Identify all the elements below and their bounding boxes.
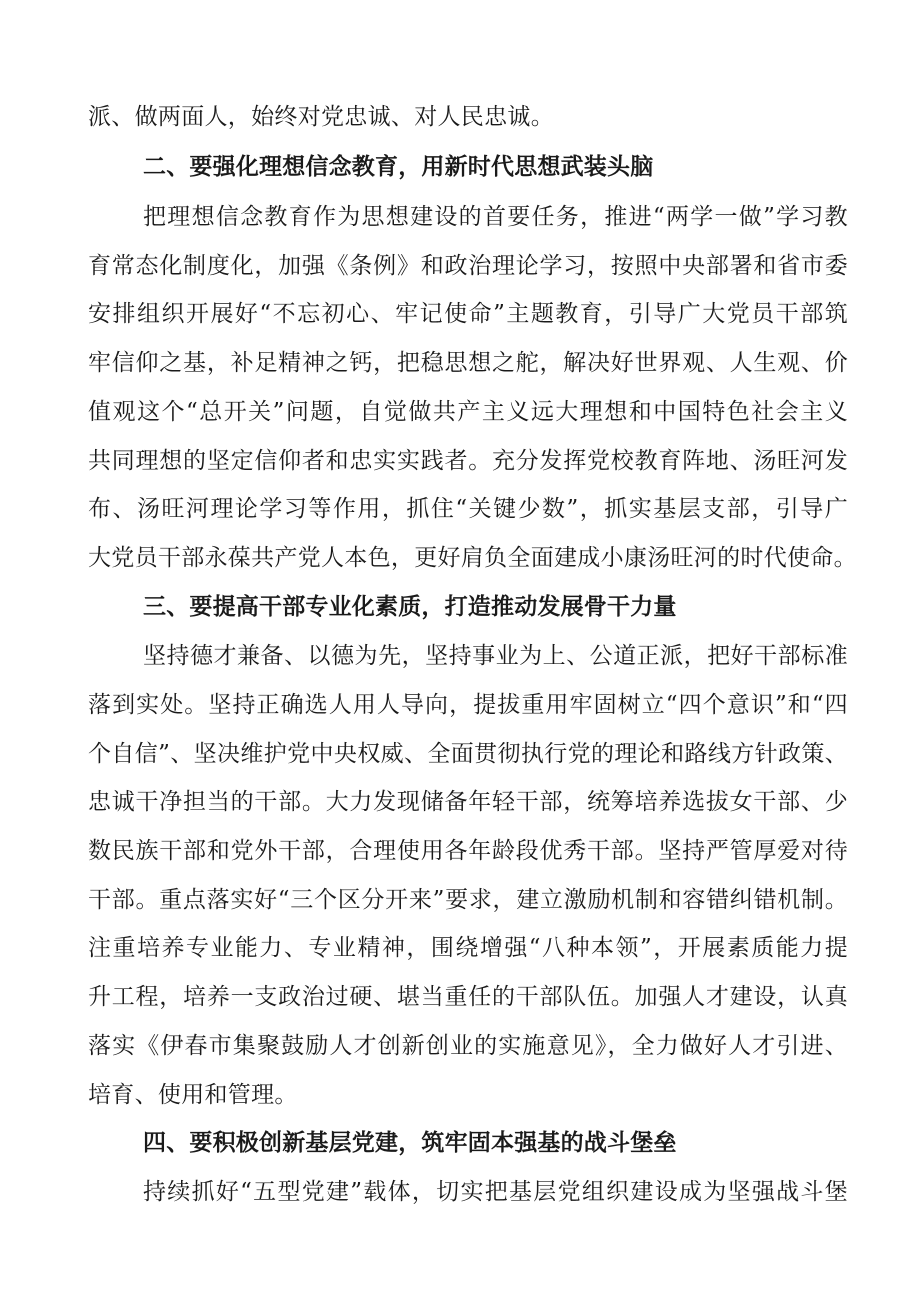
paragraph-line: 升工程，培养一支政治过硬、堪当重任的干部队伍。加强人才建设，认真 xyxy=(88,984,848,1010)
paragraph-line: 值观这个“总开关”问题，自觉做共产主义远大理想和中国特色社会主义 xyxy=(88,399,848,425)
paragraph-line: 落实《伊春市集聚鼓励人才创新创业的实施意见》，全力做好人才引进、 xyxy=(88,1033,848,1059)
section-heading: 四、要积极创新基层党建，筑牢固本强基的战斗堡垒 xyxy=(143,1130,677,1156)
paragraph-line: 持续抓好“五型党建”载体，切实把基层党组织建设成为坚强战斗堡 xyxy=(143,1179,848,1205)
paragraph-line: 数民族干部和党外干部，合理使用各年龄段优秀干部。坚持严管厚爱对待 xyxy=(88,838,848,864)
paragraph-line: 坚持德才兼备、以德为先，坚持事业为上、公道正派，把好干部标准 xyxy=(143,643,848,669)
paragraph-line: 干部。重点落实好“三个区分开来”要求，建立激励机制和容错纠错机制。 xyxy=(88,887,848,913)
paragraph-line: 共同理想的坚定信仰者和忠实实践者。充分发挥党校教育阵地、汤旺河发 xyxy=(88,448,848,474)
paragraph-line: 落到实处。坚持正确选人用人导向，提拔重用牢固树立“四个意识”和“四 xyxy=(88,692,848,718)
paragraph-line: 牢信仰之基，补足精神之钙，把稳思想之舵，解决好世界观、人生观、价 xyxy=(88,350,848,376)
paragraph-line: 培育、使用和管理。 xyxy=(88,1082,298,1108)
paragraph-line: 大党员干部永葆共产党人本色，更好肩负全面建成小康汤旺河的时代使命。 xyxy=(88,545,857,571)
paragraph-line: 派、做两面人，始终对党忠诚、对人民忠诚。 xyxy=(88,104,554,130)
paragraph-line: 注重培养专业能力、专业精神，围绕增强“八种本领”，开展素质能力提 xyxy=(88,935,848,961)
paragraph-line: 个自信”、坚决维护党中央权威、全面贯彻执行党的理论和路线方针政策、 xyxy=(88,741,848,767)
section-heading: 三、要提高干部专业化素质，打造推动发展骨干力量 xyxy=(143,594,677,620)
section-heading: 二、要强化理想信念教育，用新时代思想武装头脑 xyxy=(143,154,654,180)
paragraph-line: 把理想信念教育作为思想建设的首要任务，推进“两学一做”学习教 xyxy=(143,204,848,230)
paragraph-line: 布、汤旺河理论学习等作用，抓住“关键少数”，抓实基层支部，引导广 xyxy=(88,496,848,522)
paragraph-line: 安排组织开展好“不忘初心、牢记使命”主题教育，引导广大党员干部筑 xyxy=(88,301,848,327)
paragraph-line: 育常态化制度化，加强《条例》和政治理论学习，按照中央部署和省市委 xyxy=(88,253,848,279)
paragraph-line: 忠诚干净担当的干部。大力发现储备年轻干部，统筹培养选拔女干部、少 xyxy=(88,789,848,815)
